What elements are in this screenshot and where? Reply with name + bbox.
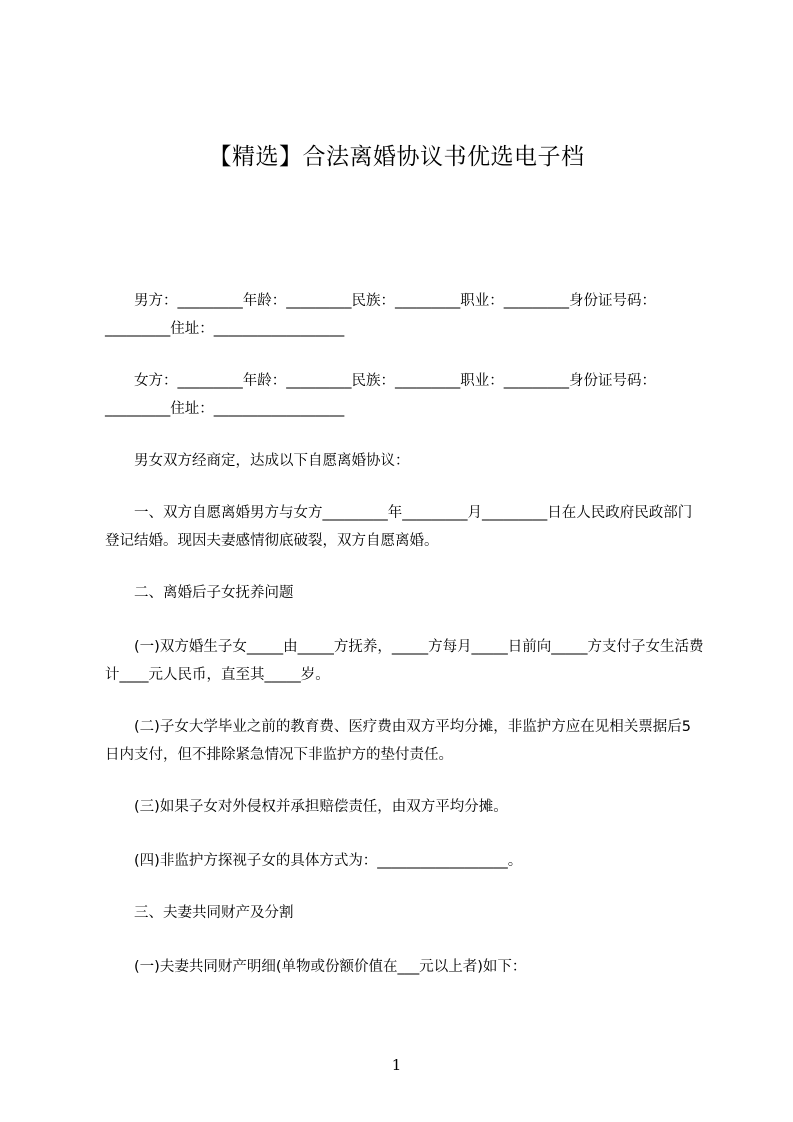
agreement-intro: 男女双方经商定，达成以下自愿离婚协议： — [105, 453, 410, 469]
clause-2-item-4: (四)非监护方探视子女的具体方式为：__________________。 — [105, 853, 523, 869]
clause-2-item-3: (三)如果子女对外侵权并承担赔偿责任，由双方平均分摊。 — [105, 799, 508, 815]
clause-3-heading: 三、夫妻共同财产及分割 — [105, 905, 294, 921]
clause-1-divorce: 一、双方自愿离婚男方与女方_________年_________月_________日在人民政府民政部门登记结婚。现因夫妻感情彻底破裂，双方自愿离婚。 — [105, 505, 693, 549]
page-number: 1 — [391, 1056, 402, 1074]
clause-2-item-1: (一)双方婚生子女_____由_____方抚养，_____方每月_____日前向_____方支付子女生活费计____元人民币，直至其_____岁。 — [105, 639, 704, 683]
document-title: 【精选】合法离婚协议书优选电子档 — [208, 144, 585, 170]
male-party-info: 男方：_________年龄：_________民族：_________职业：_________身份证号码：_________住址：__________________ — [105, 293, 656, 337]
clause-2-item-2: (二)子女大学毕业之前的教育费、医疗费由双方平均分摊，非监护方应在见相关票据后5日内支付，但不排除紧急情况下非监护方的垫付责任。 — [105, 719, 692, 763]
clause-3-item-1: (一)夫妻共同财产明细(单物或份额价值在___元以上者)如下： — [105, 959, 527, 975]
female-party-info: 女方：_________年龄：_________民族：_________职业：_________身份证号码：_________住址：__________________ — [105, 373, 656, 417]
clause-2-heading: 二、离婚后子女抚养问题 — [105, 585, 294, 601]
